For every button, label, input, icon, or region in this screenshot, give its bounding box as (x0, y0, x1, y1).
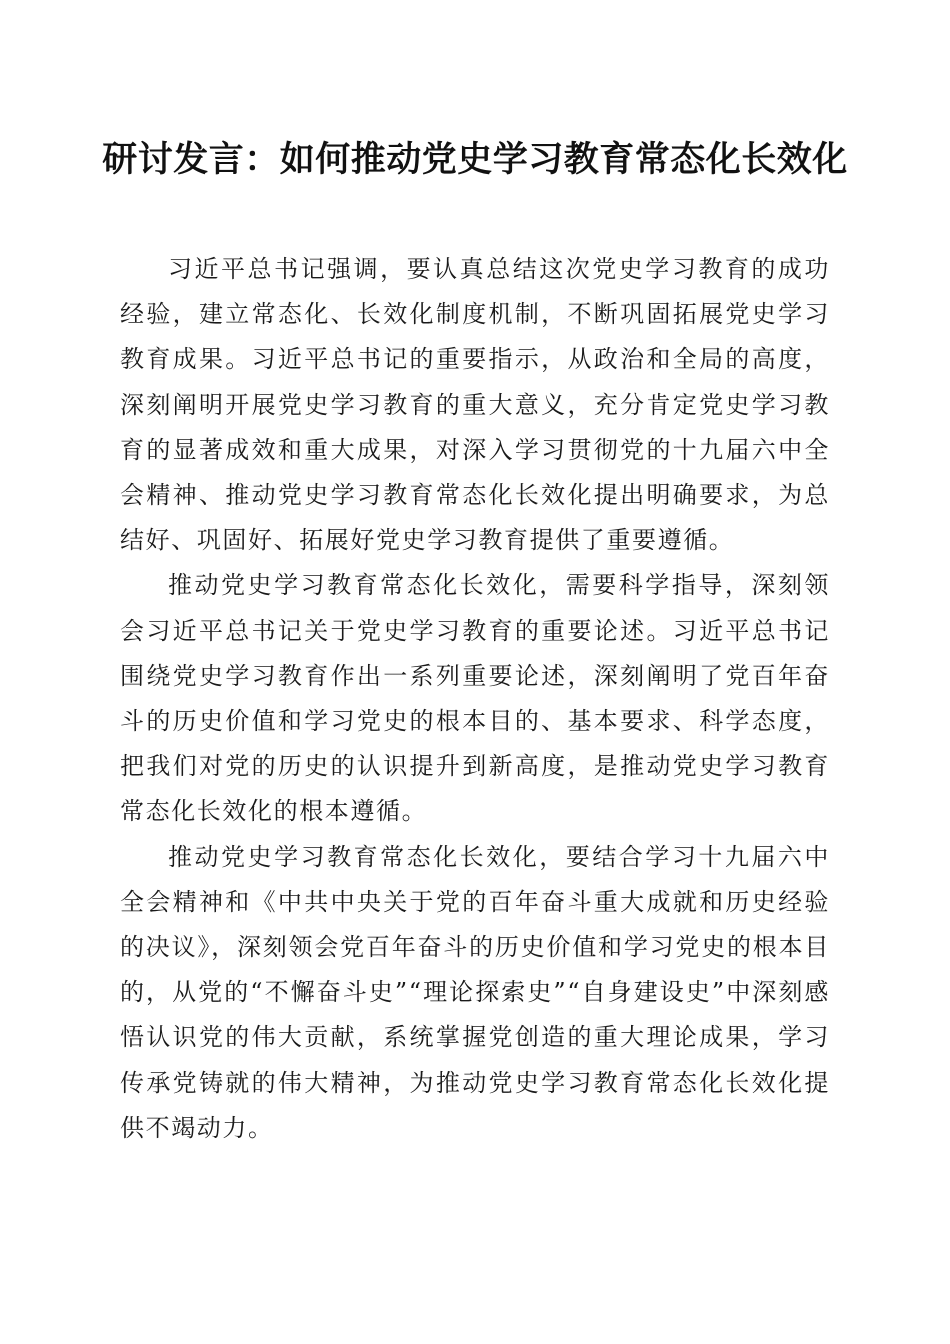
paragraph-1: 习近平总书记强调，要认真总结这次党史学习教育的成功经验，建立常态化、长效化制度机制，不断巩固拓展党史学习教育成果。习近平总书记的重要指示，从政治和全局的高度，深刻阐明开展党史学习教育的重大意义，充分肯定党史学习教育的显著成效和重大成果，对深入学习贯彻党的十九届六中全会精神、推动党史学习教育常态化长效化提出明确要求，为总结好、巩固好、拓展好党史学习教育提供了重要遵循。 (120, 255, 830, 555)
document-title: 研讨发言：如何推动党史学习教育常态化长效化 (102, 139, 848, 180)
document-body (120, 247, 830, 1151)
paragraph-2: 推动党史学习教育常态化长效化，需要科学指导，深刻领会习近平总书记关于党史学习教育的重要论述。习近平总书记围绕党史学习教育作出一系列重要论述，深刻阐明了党百年奋斗的历史价值和学习党史的根本目的、基本要求、科学态度，把我们对党的历史的认识提升到新高度，是推动党史学习教育常态化长效化的根本遵循。 (120, 571, 830, 826)
paragraph-3: 推动党史学习教育常态化长效化，要结合学习十九届六中全会精神和《中共中央关于党的百年奋斗重大成就和历史经验的决议》，深刻领会党百年奋斗的历史价值和学习党史的根本目的，从党的“不懈奋斗史”“理论探索史”“自身建设史”中深刻感悟认识党的伟大贡献，系统掌握党创造的重大理论成果，学习传承党铸就的伟大精神，为推动党史学习教育常态化长效化提供不竭动力。 (120, 842, 830, 1142)
